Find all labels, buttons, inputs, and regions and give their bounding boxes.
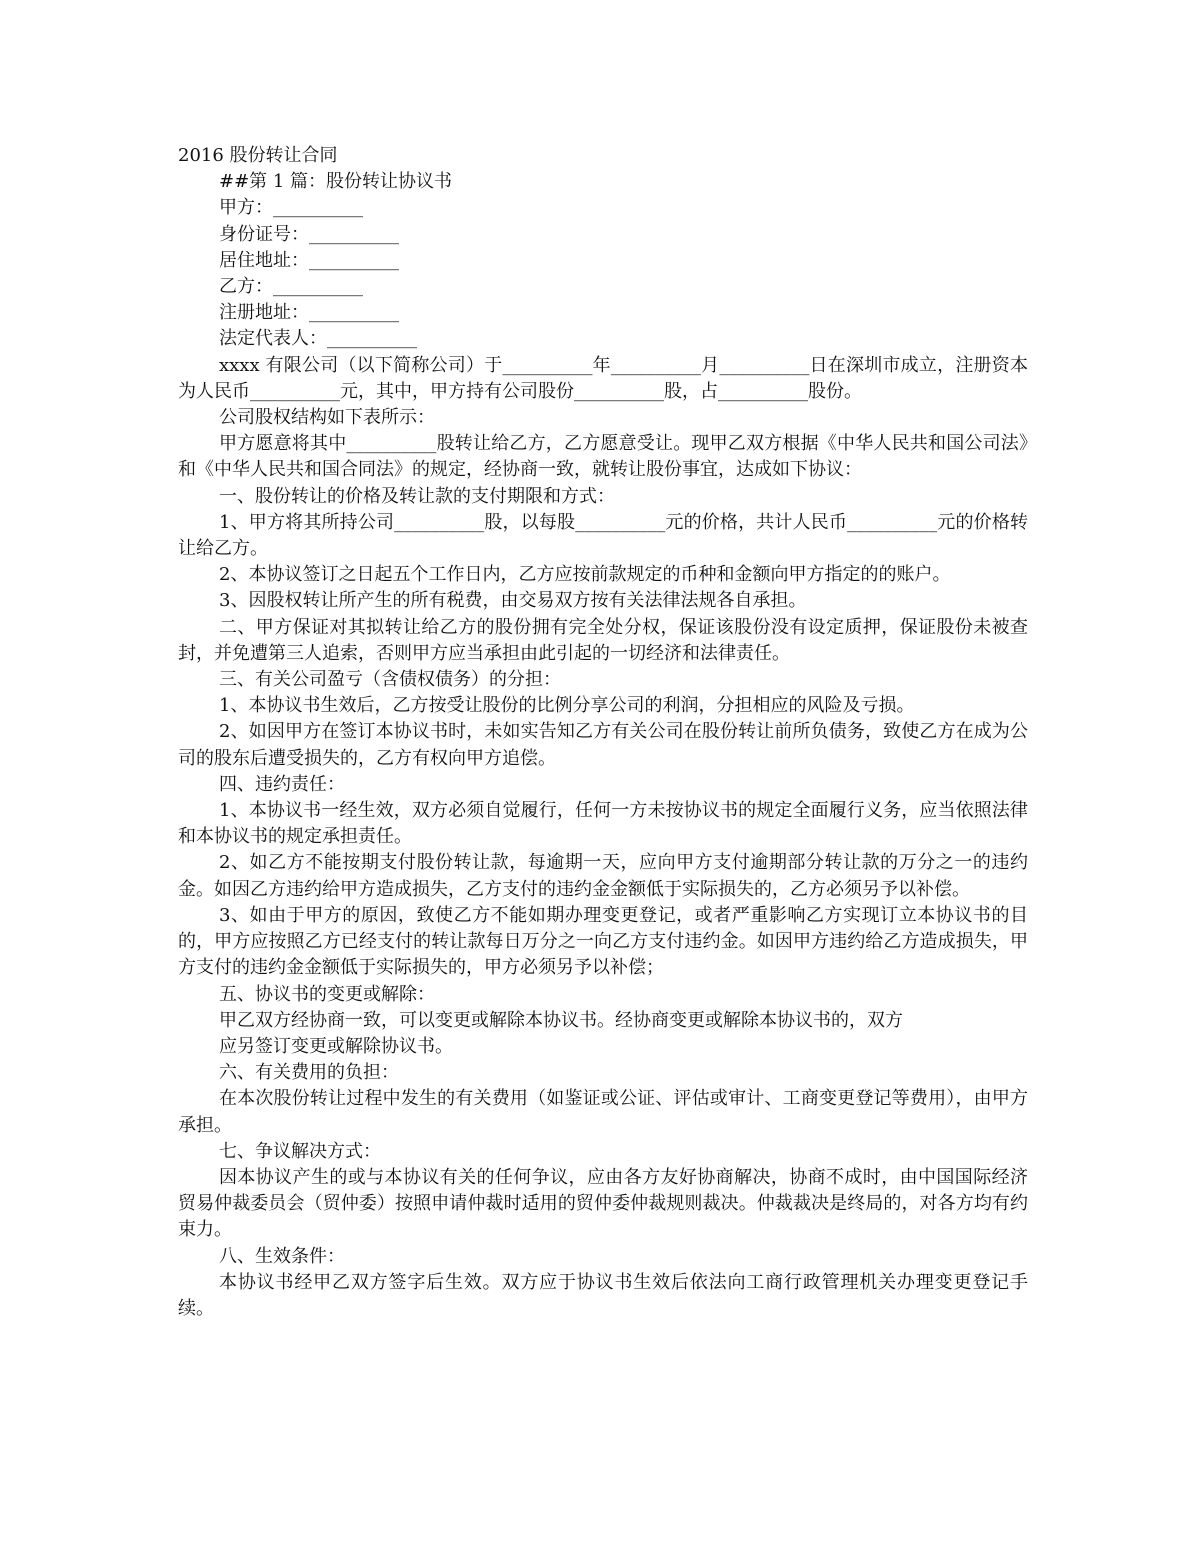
clause-paragraph: 本协议书经甲乙双方签字后生效。双方应于协议书生效后依法向工商行政管理机关办理变更登记手续。	[178, 1271, 1028, 1319]
clause-heading: 一、股份转让的价格及转让款的支付期限和方式：	[219, 485, 615, 507]
company-info-paragraph: xxxx 有限公司（以下简称公司）于__________年__________月__________日在深圳市成立，注册资本为人民币__________元，其中，甲方持有公司股份__________股，占__________股份。	[178, 354, 1028, 402]
clause-heading: 四、违约责任：	[219, 773, 345, 795]
id-number-field: 身份证号：__________	[219, 223, 399, 245]
registered-address-field: 注册地址：__________	[219, 302, 399, 324]
legal-representative-field: 法定代表人：__________	[219, 328, 417, 350]
clause-heading: 三、有关公司盈亏（含债权债务）的分担：	[219, 669, 561, 691]
transfer-intent-paragraph: 甲方愿意将其中__________股转让给乙方，乙方愿意受让。现甲乙双方根据《中华人民共和国公司法》和《中华人民共和国合同法》的规定，经协商一致，就转让股份事宜，达成如下协议：	[178, 433, 1028, 481]
clause-heading: 七、争议解决方式：	[219, 1140, 381, 1162]
clause-paragraph: 3、因股权转让所产生的所有税费，由交易双方按有关法律法规各自承担。	[219, 590, 807, 612]
clause-paragraph: 应另签订变更或解除协议书。	[219, 1035, 453, 1057]
clause-paragraph: 在本次股份转让过程中发生的有关费用（如鉴证或公证、评估或审计、工商变更登记等费用），由甲方承担。	[178, 1088, 1028, 1136]
clause-heading: 二、甲方保证对其拟转让给乙方的股份拥有完全处分权，保证该股份没有设定质押，保证股份未被查封，并免遭第三人追索，否则甲方应当承担由此引起的一切经济和法律责任。	[178, 616, 1028, 664]
clause-paragraph: 1、本协议书生效后，乙方按受让股份的比例分享公司的利润，分担相应的风险及亏损。	[219, 695, 915, 717]
clause-heading: 五、协议书的变更或解除：	[219, 983, 435, 1005]
clause-paragraph: 1、甲方将其所持公司__________股，以每股__________元的价格，共计人民币__________元的价格转让给乙方。	[178, 511, 1028, 560]
document-page	[178, 143, 1028, 1322]
clause-paragraph: 1、本协议书一经生效，双方必须自觉履行，任何一方未按协议书的规定全面履行义务，应当依照法律和本协议书的规定承担责任。	[178, 800, 1028, 848]
clause-heading: 六、有关费用的负担：	[219, 1062, 399, 1084]
party-b-field: 乙方：__________	[219, 276, 363, 298]
clause-paragraph: 3、如由于甲方的原因，致使乙方不能如期办理变更登记，或者严重影响乙方实现订立本协议书的目的，甲方应按照乙方已经支付的转让款每日万分之一向乙方支付违约金。如因甲方违约给乙方造成损失，甲方支付的违约金金额低于实际损失的，甲方必须另予以补偿；	[178, 904, 1028, 979]
equity-structure-paragraph: 公司股权结构如下表所示：	[219, 407, 435, 429]
clause-paragraph: 甲乙双方经协商一致，可以变更或解除本协议书。经协商变更或解除本协议书的，双方	[219, 1009, 903, 1031]
clause-paragraph: 因本协议产生的或与本协议有关的任何争议，应由各方友好协商解决，协商不成时，由中国国际经济贸易仲裁委员会（贸仲委）按照申请仲裁时适用的贸仲委仲裁规则裁决。仲裁裁决是终局的，对各方均有约束力。	[178, 1166, 1028, 1241]
residence-address-field: 居住地址：__________	[219, 249, 399, 271]
section-heading: ##第 1 篇：股份转让协议书	[219, 171, 453, 193]
document-title: 2016 股份转让合同	[178, 145, 338, 166]
clause-heading: 八、生效条件：	[219, 1245, 345, 1267]
clause-paragraph: 2、如因甲方在签订本协议书时，未如实告知乙方有关公司在股份转让前所负债务，致使乙方在成为公司的股东后遭受损失的，乙方有权向甲方追偿。	[178, 721, 1028, 769]
party-a-field: 甲方：__________	[219, 197, 363, 219]
clause-paragraph: 2、如乙方不能按期支付股份转让款，每逾期一天，应向甲方支付逾期部分转让款的万分之一的违约金。如因乙方违约给甲方造成损失，乙方支付的违约金金额低于实际损失的，乙方必须另予以补偿。	[178, 852, 1028, 900]
clause-paragraph: 2、本协议签订之日起五个工作日内，乙方应按前款规定的币种和金额向甲方指定的的账户。	[219, 564, 951, 586]
